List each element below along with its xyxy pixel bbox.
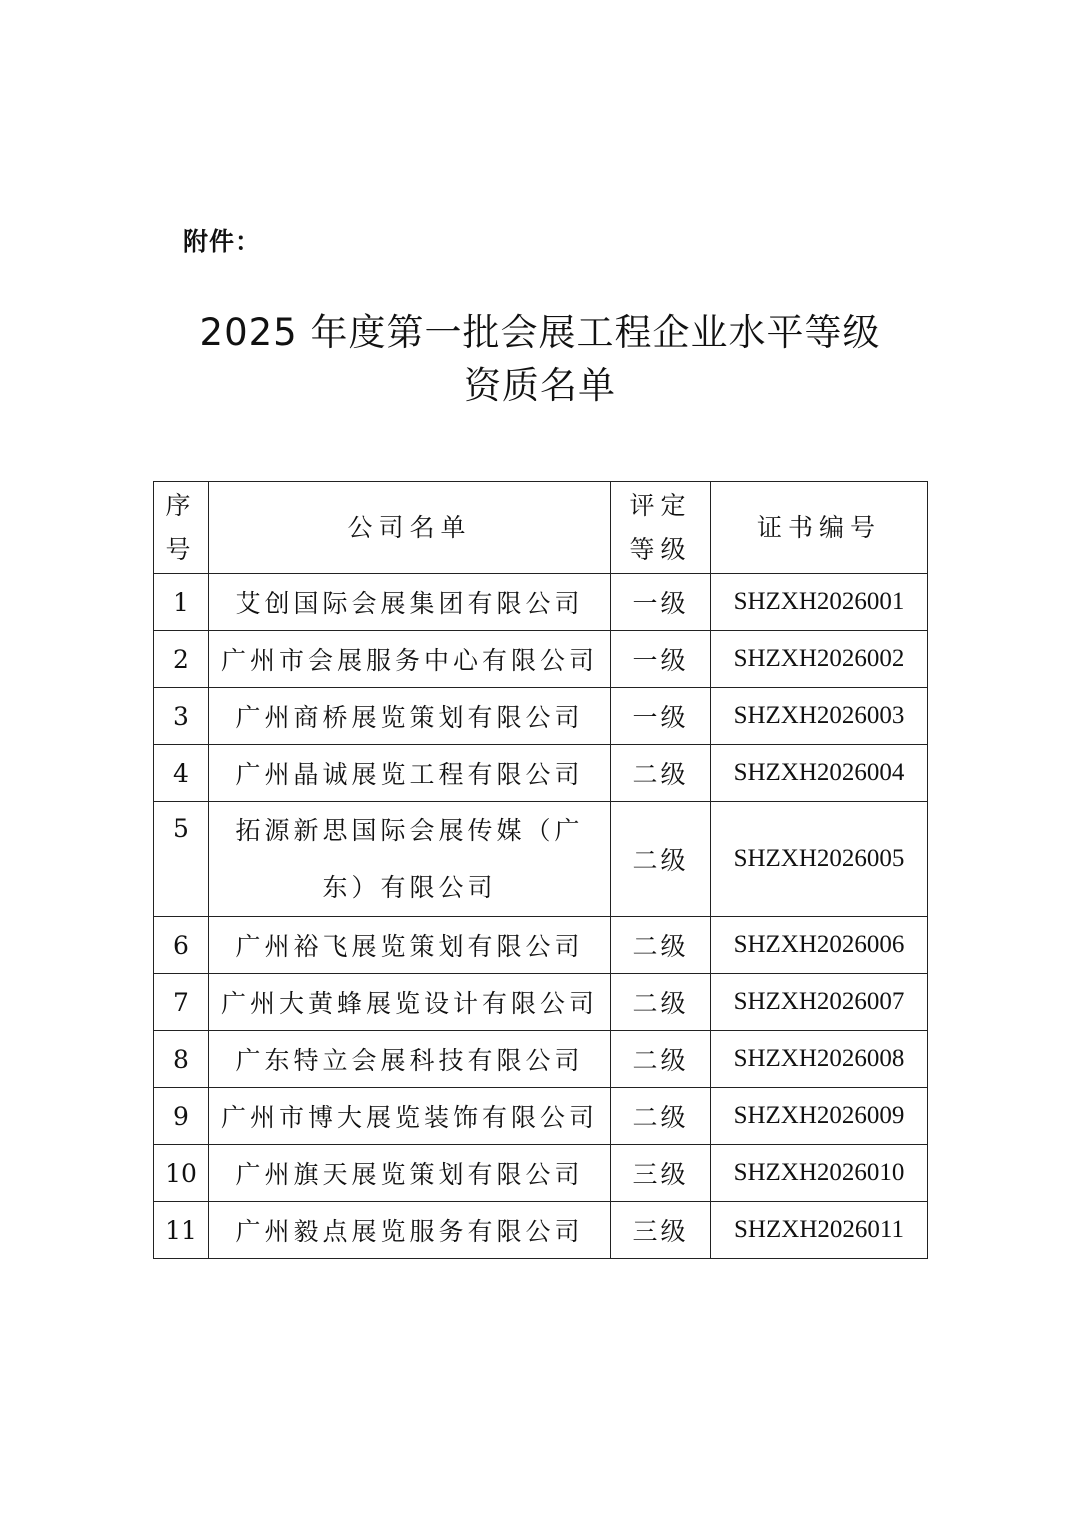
row-company: 广州旗天展览策划有限公司	[209, 1145, 611, 1202]
row-company: 广州毅点展览服务有限公司	[209, 1202, 611, 1259]
row-grade: 二级	[611, 1088, 711, 1145]
table-row	[154, 1145, 928, 1202]
row-grade: 一级	[611, 688, 711, 745]
row-grade: 一级	[611, 574, 711, 631]
row-index: 2	[154, 631, 209, 688]
table-row	[154, 802, 928, 917]
table-header-row	[154, 482, 928, 574]
document-title-line-1: 2025 年度第一批会展工程企业水平等级	[199, 311, 881, 354]
row-certificate: SHZXH2026006	[711, 917, 928, 974]
row-index: 7	[154, 974, 209, 1031]
document-title-line-2: 资质名单	[464, 364, 616, 407]
row-certificate: SHZXH2026009	[711, 1088, 928, 1145]
table-row	[154, 574, 928, 631]
header-index-line-2: 号	[165, 534, 197, 564]
row-index: 6	[154, 917, 209, 974]
row-grade: 二级	[611, 1031, 711, 1088]
row-company: 广州大黄蜂展览设计有限公司	[209, 974, 611, 1031]
row-certificate: SHZXH2026002	[711, 631, 928, 688]
row-grade: 三级	[611, 1145, 711, 1202]
row-grade: 二级	[611, 802, 711, 917]
row-grade: 二级	[611, 917, 711, 974]
table-row	[154, 1088, 928, 1145]
table-row	[154, 1031, 928, 1088]
row-index: 5	[154, 802, 209, 917]
row-grade: 三级	[611, 1202, 711, 1259]
header-index-line-1: 序	[165, 490, 197, 520]
qualification-table	[153, 481, 928, 1259]
table-row	[154, 745, 928, 802]
row-grade: 二级	[611, 745, 711, 802]
header-grade-line-1: 评定	[629, 490, 692, 520]
row-index: 3	[154, 688, 209, 745]
row-company: 拓源新思国际会展传媒（广东）有限公司	[209, 802, 611, 917]
row-company: 广州市博大展览装饰有限公司	[209, 1088, 611, 1145]
row-index: 10	[154, 1145, 209, 1202]
row-certificate: SHZXH2026008	[711, 1031, 928, 1088]
attachment-label: 附件：	[183, 227, 262, 256]
row-grade: 一级	[611, 631, 711, 688]
header-index	[154, 482, 209, 574]
row-company: 广州商桥展览策划有限公司	[209, 688, 611, 745]
header-grade-line-2: 等级	[629, 534, 692, 564]
row-certificate: SHZXH2026005	[711, 802, 928, 917]
table-row	[154, 917, 928, 974]
row-company: 广东特立会展科技有限公司	[209, 1031, 611, 1088]
row-grade: 二级	[611, 974, 711, 1031]
row-certificate: SHZXH2026007	[711, 974, 928, 1031]
row-certificate: SHZXH2026001	[711, 574, 928, 631]
row-certificate: SHZXH2026010	[711, 1145, 928, 1202]
table-row	[154, 631, 928, 688]
table-row	[154, 1202, 928, 1259]
header-certificate: 证书编号	[711, 482, 928, 574]
row-index: 11	[154, 1202, 209, 1259]
row-index: 8	[154, 1031, 209, 1088]
header-grade	[611, 482, 711, 574]
table-row	[154, 688, 928, 745]
row-certificate: SHZXH2026003	[711, 688, 928, 745]
row-index: 4	[154, 745, 209, 802]
table-row	[154, 974, 928, 1031]
row-certificate: SHZXH2026004	[711, 745, 928, 802]
row-company: 广州市会展服务中心有限公司	[209, 631, 611, 688]
row-index: 1	[154, 574, 209, 631]
row-index: 9	[154, 1088, 209, 1145]
row-certificate: SHZXH2026011	[711, 1202, 928, 1259]
header-company: 公司名单	[209, 482, 611, 574]
row-company: 广州晶诚展览工程有限公司	[209, 745, 611, 802]
row-company: 艾创国际会展集团有限公司	[209, 574, 611, 631]
row-company: 广州裕飞展览策划有限公司	[209, 917, 611, 974]
